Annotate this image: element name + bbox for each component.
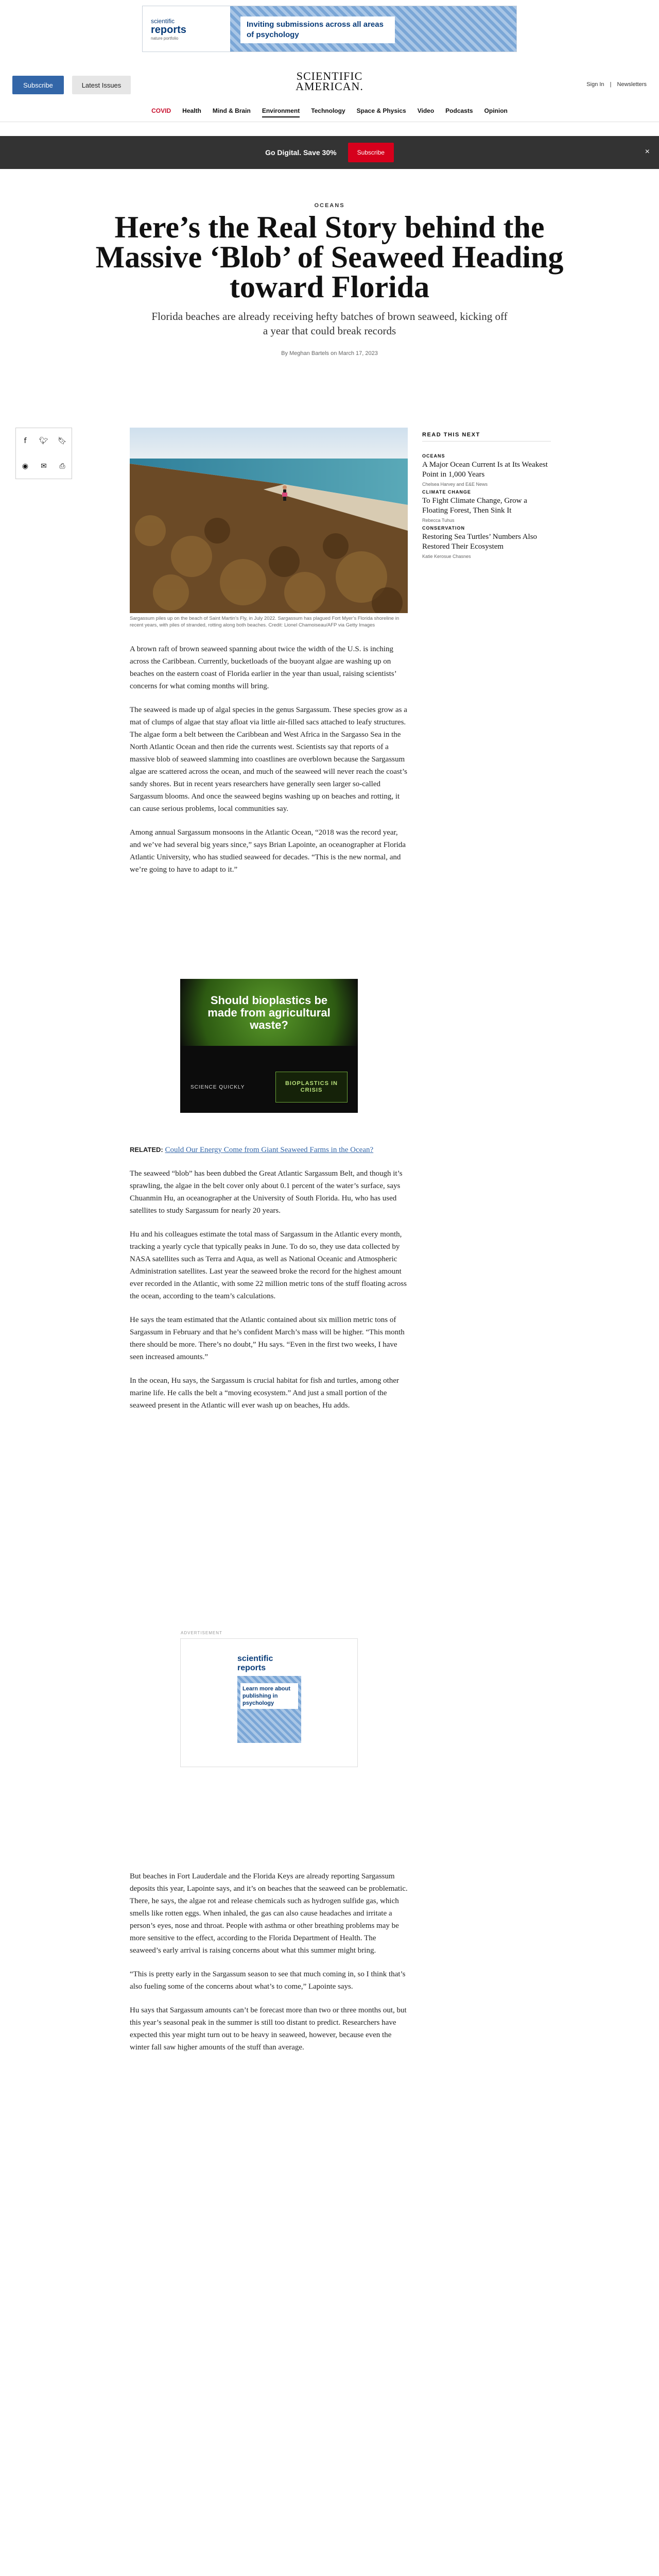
top-links: [582, 81, 647, 88]
main-nav: [0, 107, 659, 117]
nav-item-environment[interactable]: Environment: [262, 107, 300, 117]
nav-item-podcasts[interactable]: Podcasts: [445, 107, 473, 114]
inline-ad[interactable]: [180, 1631, 358, 1767]
sidebar-item-category: OCEANS: [422, 453, 445, 459]
paragraph: Hu says that Sargassum amounts can’t be forecast more than two or three months out, but this year’s seasonal peak in the summer is still too distant to predict. Researchers have expected this year might turn out to be heavy in seaweed, however, because even the winter fall saw higher amounts of the stuff than average.: [130, 2006, 407, 2052]
sidebar-heading: READ THIS NEXT: [422, 432, 480, 438]
facebook-icon[interactable]: f: [24, 436, 27, 445]
ad-brand: scientific reports: [237, 1654, 273, 1672]
ad-text: Inviting submissions across all areas of psychology: [240, 16, 395, 43]
paragraph: But beaches in Fort Lauderdale and the Florida Keys are already reporting Sargassum deposits this year, Lapointe says, and it’s on beaches that the seaweed can be problematic. There, he says, the algae rot and release chemicals such as hydrogen sulfide gas, which smells like rotten eggs. When inhaled, the gas can also cause headaches and irritate a person’s eyes, nose and throat. People with asthma or other breathing problems may be more sensitive to the effect, according to the Florida Department of Health. The seaweed’s early arrival is raising concerns about what this summer might bring.: [130, 1872, 408, 1955]
reddit-icon[interactable]: ◉: [22, 462, 29, 470]
print-icon[interactable]: ⎙: [59, 462, 65, 470]
sidebar-item[interactable]: [422, 453, 551, 487]
twitter-icon[interactable]: 🐦︎: [39, 436, 48, 445]
hero-caption: Sargassum piles up on the beach of Saint Martin’s Fly, in July 2022. Sargassum has plagued Fort Myer’s Florida shoreline in recent years, with piles of stranded, rotting along both beaches. Credit: Lionel Chamoiseau/AFP via Getty Images: [130, 616, 400, 628]
paragraph: The seaweed “blob” has been dubbed the Great Atlantic Sargassum Belt, and though it’s sprawling, the algae in the belt cover only about 0.1 percent of the water’s surface, says Chuanmin Hu, an oceanographer at the University of South Florida. Hu, who has used satellites to study Sargassum for nearly 20 years.: [130, 1170, 403, 1215]
sidebar-item-category: CONSERVATION: [422, 526, 465, 531]
promo-subscribe-button[interactable]: Subscribe: [348, 143, 394, 162]
ad-text: Learn more about publishing in psychology: [240, 1683, 298, 1709]
ad-graphic: [230, 6, 516, 52]
nav-item-covid[interactable]: COVID: [151, 107, 171, 114]
ad-logo-line1: scientific: [151, 17, 175, 25]
video-question: Should bioplastics be made from agricultural waste?: [207, 994, 331, 1031]
sidebar-item-author: Rebecca Tuhus: [422, 518, 455, 523]
paragraph: A brown raft of brown seaweed spanning about twice the width of the U.S. is inching across the Caribbean. Currently, bucketloads of the buoyant algae are washing up on beaches on the eastern coast of Florida earlier in the year than usual, raising scientists’ concerns for what coming months will bring.: [130, 645, 396, 690]
paragraph: In the ocean, Hu says, the Sargassum is crucial habitat for fish and turtles, among other marine life. He calls the belt a “moving ecosystem.” And just a small portion of the seaweed present in the Atlantic will ever wash up on beaches, Hu adds.: [130, 1377, 399, 1410]
sidebar-item-author: Chelsea Harvey and E&E News: [422, 482, 488, 487]
related-title[interactable]: Could Our Energy Come from Giant Seaweed Farms in the Ocean?: [165, 1146, 374, 1154]
video-title-card: BIOPLASTICS IN CRISIS: [275, 1072, 348, 1103]
article-body-2: [130, 1144, 408, 1423]
ad-logo-line2: reports: [151, 24, 186, 36]
ad-logo-line3: nature portfolio: [151, 36, 179, 41]
sidebar-item[interactable]: [422, 526, 551, 559]
nav-item-technology[interactable]: Technology: [311, 107, 345, 114]
separator: |: [610, 81, 612, 88]
nav-item-opinion[interactable]: Opinion: [484, 107, 508, 114]
promo-bar: [0, 136, 659, 169]
bookmark-icon[interactable]: 🔖︎: [58, 436, 67, 445]
nav-item-health[interactable]: Health: [182, 107, 201, 114]
sidebar-item-title[interactable]: Restoring Sea Turtles’ Numbers Also Restored Their Ecosystem: [422, 533, 537, 551]
sidebar-item-title[interactable]: To Fight Climate Change, Grow a Floating Forest, Then Sink It: [422, 497, 527, 515]
hero-image: [130, 428, 408, 613]
article-byline: By Meghan Bartels on March 17, 2023: [281, 350, 378, 357]
article-body-1: [130, 643, 408, 887]
sign-in-link[interactable]: Sign In: [586, 81, 604, 88]
sidebar-item-title[interactable]: A Major Ocean Current Is at Its Weakest Point in 1,000 Years: [422, 461, 548, 479]
related-label: RELATED:: [130, 1146, 163, 1154]
subscribe-button[interactable]: Subscribe: [12, 76, 64, 94]
ad-label: ADVERTISEMENT: [181, 1631, 222, 1635]
ad-logo: [143, 6, 230, 52]
video-series-label: SCIENCE QUICKLY: [190, 1084, 245, 1090]
email-icon[interactable]: ✉: [41, 462, 47, 470]
ad-graphic: [237, 1676, 301, 1743]
sidebar-item-category: CLIMATE CHANGE: [422, 489, 471, 495]
beach-seaweed-photo: [130, 428, 408, 613]
sidebar-divider: [422, 441, 551, 442]
paragraph: Among annual Sargassum monsoons in the Atlantic Ocean, “2018 was the record year, and we’ve had several big years since,” says Brian Lapointe, an oceanographer at Florida Atlantic University, who has studied seaweed for decades. “This is the new normal, and we’re going to have to adapt to it.”: [130, 828, 406, 874]
close-icon[interactable]: ×: [645, 147, 650, 156]
top-ad-banner[interactable]: [142, 6, 517, 52]
paragraph: Hu and his colleagues estimate the total mass of Sargassum in the Atlantic every month, tracking a yearly cycle that typically peaks in June. To do so, they use data collected by NASA satellites such as Terra and Aqua, as well as National Oceanic and Atmospheric Administration satellites. Last year the seaweed broke the record for the highest amount ever recorded in the Atlantic, with some 22 million metric tons of the stuff floating across the ocean, according to the team’s calculations.: [130, 1230, 407, 1300]
site-logo[interactable]: SCIENTIFIC AMERICAN.: [296, 70, 363, 93]
nav-item-mind-brain[interactable]: Mind & Brain: [212, 107, 251, 114]
sidebar-item[interactable]: [422, 489, 551, 523]
paragraph: The seaweed is made up of algal species in the genus Sargassum. These species grow as a mat of clumps of algae that stay afloat via little air-filled sacs attached to leafy structures. The algae form a belt between the Caribbean and West Africa in the Sargasso Sea in the North Atlantic Ocean and then ride the currents west. Scientists say that reports of a massive blob of seaweed slamming into coastlines are overblown because the Sargassum algae are scattered across the ocean, and much of the seaweed will never reach the coast’s sandy shores. But in recent years researchers have generally seen larger so-called Sargassum blooms. And once the seaweed begins washing up on beaches and rotting, it can cause serious problems, local communities say.: [130, 706, 407, 813]
article-kicker[interactable]: OCEANS: [314, 202, 345, 209]
latest-issues-button[interactable]: Latest Issues: [72, 76, 131, 94]
article-dek: Florida beaches are already receiving hefty batches of brown seaweed, kicking off a year that could break records: [151, 310, 508, 337]
paragraph: He says the team estimated that the Atlantic contained about six million metric tons of Sargassum in February and that he’s confident March’s mass will be higher. “This month there should be more. There’s no doubt,” Hu says. “Even in the first two weeks, I have seen increased amounts.”: [130, 1316, 405, 1361]
nav-item-video[interactable]: Video: [417, 107, 435, 114]
video-player[interactable]: [180, 979, 358, 1113]
share-box: [15, 428, 72, 479]
paragraph: “This is pretty early in the Sargassum season to see that much coming in, so I think that’s also fueling some of the concerns about what’s to come,” Lapointe says.: [130, 1970, 406, 1991]
nav-item-space-physics[interactable]: Space & Physics: [356, 107, 406, 114]
related-link[interactable]: [130, 1144, 408, 1156]
article-body-3: [130, 1870, 408, 2065]
sidebar-item-author: Katie Kerosue Chasnes: [422, 554, 471, 559]
promo-text: Go Digital. Save 30%: [265, 148, 337, 157]
newsletters-link[interactable]: Newsletters: [617, 81, 647, 88]
article-headline: Here’s the Real Story behind the Massive ‘Blob’ of Seaweed Heading toward Florida: [95, 210, 564, 304]
